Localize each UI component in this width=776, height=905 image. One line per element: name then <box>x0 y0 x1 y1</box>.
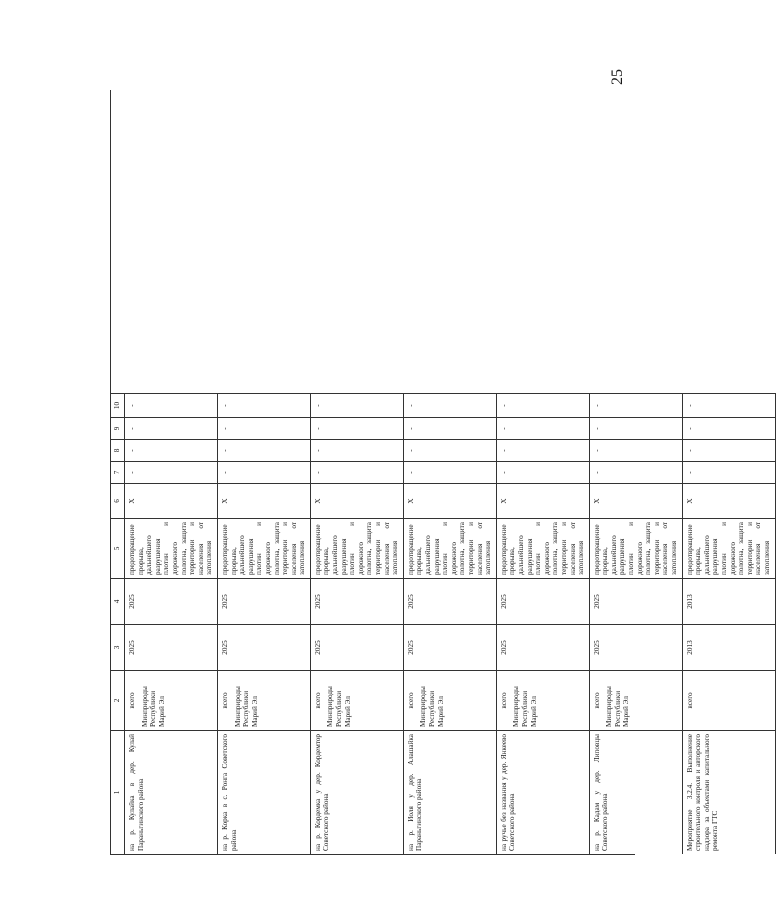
row-col8: - <box>497 439 590 461</box>
row-col8: - <box>311 439 404 461</box>
page-number: 25 <box>609 69 626 85</box>
row-col10: - <box>683 393 776 417</box>
row-col10: - <box>218 393 311 417</box>
row-col10: - <box>590 393 683 417</box>
rotated-table-wrapper <box>110 90 771 855</box>
row-source-org: Минприроды Республики Марий Эл <box>233 686 259 727</box>
row-col6: X <box>590 483 683 518</box>
row-name: на р. Корка в с. Ронга Советского района <box>218 730 311 854</box>
row-source-org: Минприроды Республики Марий Эл <box>512 686 538 727</box>
row-purpose: предотвращение прорыва, дальнейшего разрушения плотин и дорожного полотна, защита территории и населения от затопления <box>404 518 497 578</box>
row-purpose: предотвращение прорыва, дальнейшего разрушения плотин и дорожного полотна, защита территории и населения от затопления <box>683 518 776 578</box>
row-source-org: Минприроды Республики Марий Эл <box>605 686 631 727</box>
row-col4: 2013 <box>683 578 776 624</box>
row-name: на р. Кулайка в дер. Кулай Параньгинского района <box>125 730 218 854</box>
row-col7: - <box>683 461 776 483</box>
row-col4: 2025 <box>311 578 404 624</box>
row-source <box>683 670 776 730</box>
row-purpose: предотвращение прорыва, дальнейшего разрушения плотин и дорожного полотна, защита территории и населения от затопления <box>311 518 404 578</box>
row-source-org: Минприроды Республики Марий Эл <box>326 686 352 727</box>
header-col-8: 8 <box>111 439 125 461</box>
row-col3: 2025 <box>590 624 683 670</box>
row-col10: - <box>497 393 590 417</box>
row-name: на ручье без названия у дер. Янкеево Советского района <box>497 730 590 854</box>
row-col9: - <box>404 417 497 439</box>
row-col6: X <box>404 483 497 518</box>
row-col6: X <box>497 483 590 518</box>
row-purpose: предотвращение прорыва, дальнейшего разрушения плотин и дорожного полотна, защита территории и населения от затопления <box>125 518 218 578</box>
row-source <box>497 670 590 730</box>
row-source-total: всего <box>499 692 508 709</box>
row-col10: - <box>311 393 404 417</box>
row-col6: X <box>218 483 311 518</box>
row-col4: 2025 <box>404 578 497 624</box>
row-col7: - <box>497 461 590 483</box>
row-purpose: предотвращение прорыва, дальнейшего разрушения плотин и дорожного полотна, защита территории и населения от затопления <box>497 518 590 578</box>
row-col4: 2025 <box>218 578 311 624</box>
header-col-9: 9 <box>111 417 125 439</box>
header-col-7: 7 <box>111 461 125 483</box>
row-name: на р. Кордемка у дер. Кордемтор Советского района <box>311 730 404 854</box>
row-source <box>590 670 683 730</box>
row-purpose: предотвращение прорыва, дальнейшего разрушения плотин и дорожного полотна, защита территории и населения от затопления <box>218 518 311 578</box>
row-col9: - <box>497 417 590 439</box>
row-col9: - <box>590 417 683 439</box>
header-col-2: 2 <box>111 670 125 730</box>
row-source-total: всего <box>128 692 136 709</box>
row-col9: - <box>218 417 311 439</box>
row-col8: - <box>125 439 218 461</box>
row-name: Мероприятие 3.2.4. Выполнение строительного контроля и авторского надзора за объектами капитального ремонта ГТС <box>683 730 776 854</box>
row-col3: 2025 <box>311 624 404 670</box>
row-col9: - <box>311 417 404 439</box>
row-col4: 2025 <box>590 578 683 624</box>
row-name: на р. Иоля у дер. Алашайка Параньгинского района <box>404 730 497 854</box>
row-purpose: предотвращение прорыва, дальнейшего разрушения плотин и дорожного полотна, защита территории и населения от затопления <box>590 518 683 578</box>
row-col8: - <box>218 439 311 461</box>
header-col-3: 3 <box>111 624 125 670</box>
row-col7: - <box>590 461 683 483</box>
row-source-total: всего <box>406 692 415 709</box>
row-source-total: всего <box>685 692 694 709</box>
row-col10: - <box>125 393 218 417</box>
header-col-10: 10 <box>111 393 125 417</box>
header-col-6: 6 <box>111 483 125 518</box>
row-col8: - <box>590 439 683 461</box>
row-col9: - <box>683 417 776 439</box>
measures-table <box>110 90 771 855</box>
row-col8: - <box>683 439 776 461</box>
row-source-total: всего <box>313 692 322 709</box>
row-col3: 2025 <box>497 624 590 670</box>
row-source <box>218 670 311 730</box>
row-source-org: Минприроды Республики Марий Эл <box>140 686 166 727</box>
row-col3: 2025 <box>404 624 497 670</box>
row-source-total: всего <box>220 692 229 709</box>
row-col3: 2025 <box>125 624 218 670</box>
row-col9: - <box>125 417 218 439</box>
header-col-5: 5 <box>111 518 125 578</box>
row-source-total: всего <box>592 692 601 709</box>
header-col-4: 4 <box>111 578 125 624</box>
row-col7: - <box>404 461 497 483</box>
row-col10: - <box>404 393 497 417</box>
row-source <box>311 670 404 730</box>
row-col7: - <box>311 461 404 483</box>
row-source <box>404 670 497 730</box>
row-col3: 2013 <box>683 624 776 670</box>
row-col6: X <box>683 483 776 518</box>
row-col3: 2025 <box>218 624 311 670</box>
row-col4: 2025 <box>125 578 218 624</box>
row-col7: - <box>125 461 218 483</box>
row-col6: X <box>125 483 218 518</box>
row-col6: X <box>311 483 404 518</box>
row-col7: - <box>218 461 311 483</box>
row-source-org: Минприроды Республики Марий Эл <box>419 686 445 727</box>
row-source <box>125 670 218 730</box>
header-col-1: 1 <box>111 730 125 854</box>
row-col4: 2025 <box>497 578 590 624</box>
row-col8: - <box>404 439 497 461</box>
row-name: на р. Кадам у дер. Липовцы Советского района <box>590 730 683 854</box>
